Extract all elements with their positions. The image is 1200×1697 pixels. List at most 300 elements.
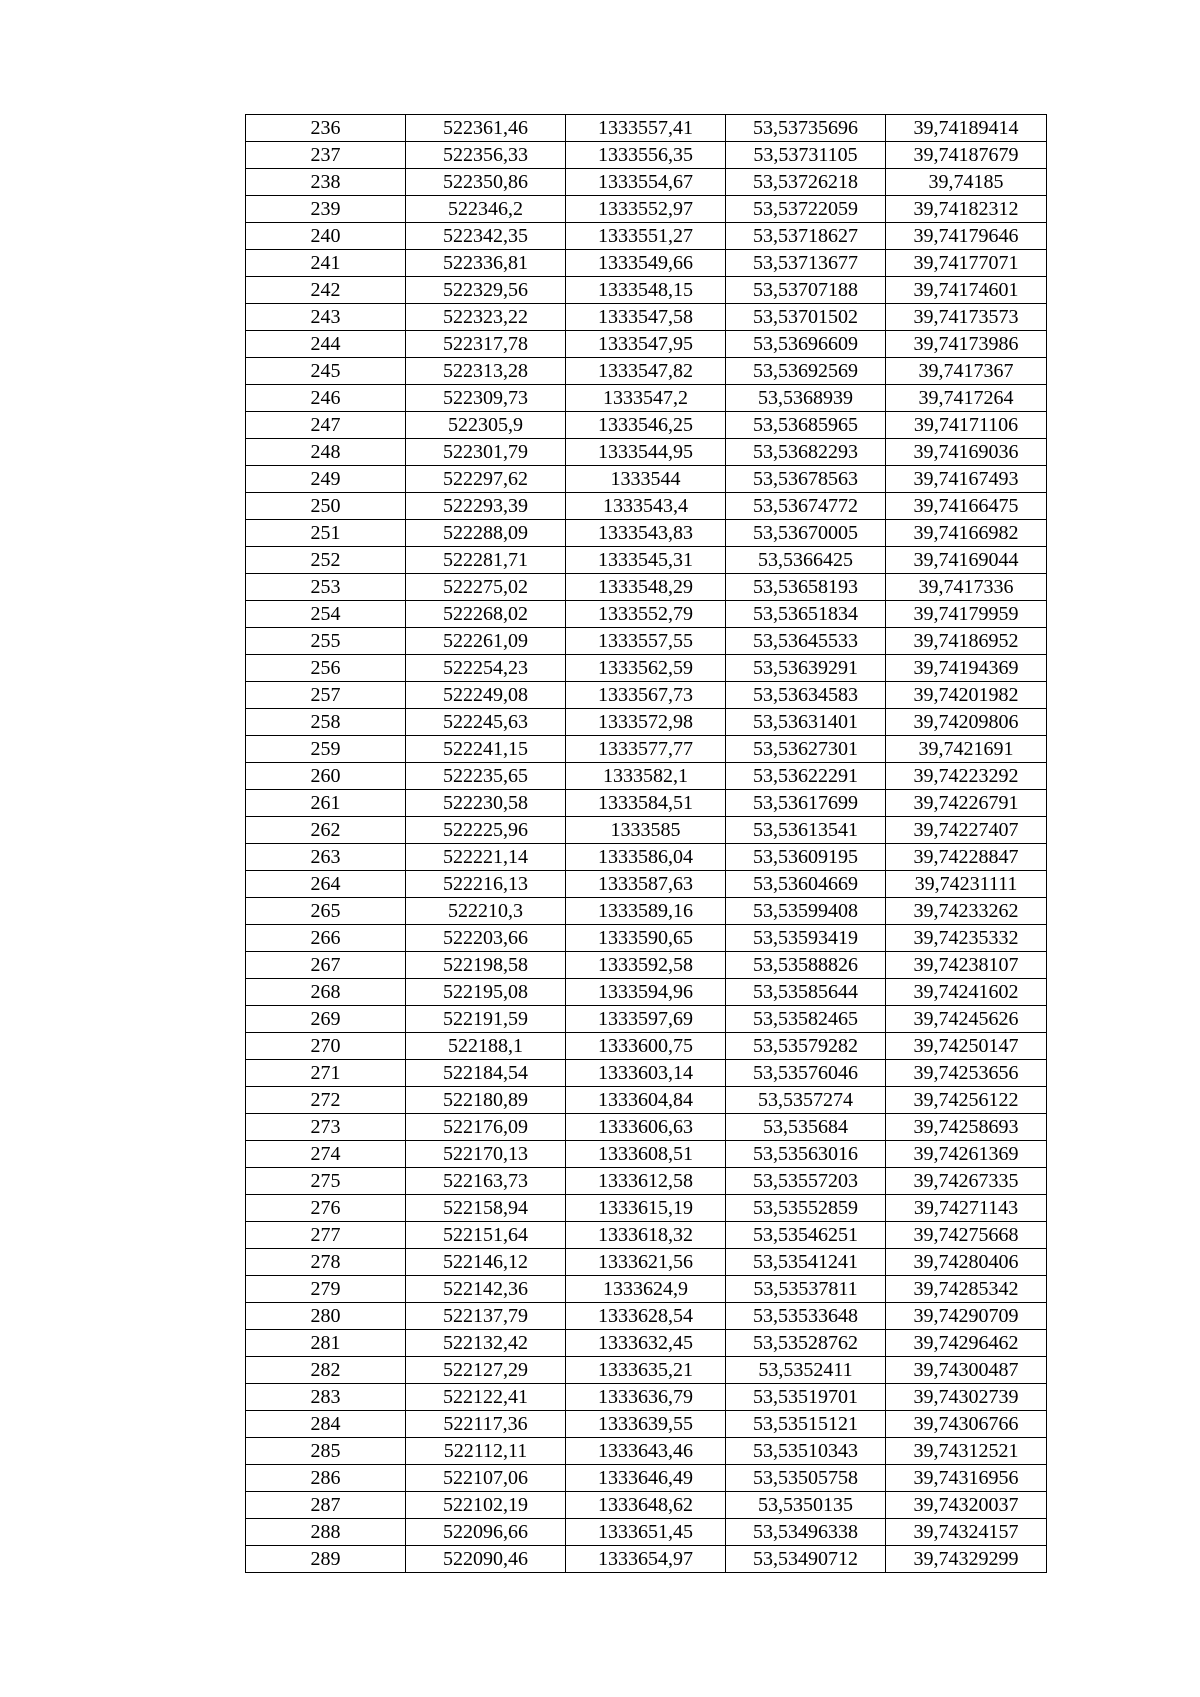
- point-number-cell: 263: [246, 844, 406, 871]
- latitude-cell: 53,5352411: [726, 1357, 886, 1384]
- longitude-cell: 39,74223292: [886, 763, 1047, 790]
- point-number-cell: 242: [246, 277, 406, 304]
- x-coordinate-cell: 522261,09: [406, 628, 566, 655]
- latitude-cell: 53,53519701: [726, 1384, 886, 1411]
- latitude-cell: 53,53541241: [726, 1249, 886, 1276]
- y-coordinate-cell: 1333651,45: [566, 1519, 726, 1546]
- latitude-cell: 53,53515121: [726, 1411, 886, 1438]
- x-coordinate-cell: 522275,02: [406, 574, 566, 601]
- table-row: [246, 1060, 1047, 1087]
- point-number-cell: 245: [246, 358, 406, 385]
- x-coordinate-cell: 522361,46: [406, 115, 566, 142]
- x-coordinate-cell: 522132,42: [406, 1330, 566, 1357]
- table-row: [246, 601, 1047, 628]
- latitude-cell: 53,53674772: [726, 493, 886, 520]
- longitude-cell: 39,7417336: [886, 574, 1047, 601]
- y-coordinate-cell: 1333562,59: [566, 655, 726, 682]
- y-coordinate-cell: 1333635,21: [566, 1357, 726, 1384]
- longitude-cell: 39,74174601: [886, 277, 1047, 304]
- y-coordinate-cell: 1333585: [566, 817, 726, 844]
- latitude-cell: 53,53627301: [726, 736, 886, 763]
- table-row: [246, 709, 1047, 736]
- point-number-cell: 268: [246, 979, 406, 1006]
- x-coordinate-cell: 522288,09: [406, 520, 566, 547]
- y-coordinate-cell: 1333556,35: [566, 142, 726, 169]
- table-row: [246, 1519, 1047, 1546]
- x-coordinate-cell: 522112,11: [406, 1438, 566, 1465]
- latitude-cell: 53,53505758: [726, 1465, 886, 1492]
- x-coordinate-cell: 522191,59: [406, 1006, 566, 1033]
- longitude-cell: 39,7417264: [886, 385, 1047, 412]
- point-number-cell: 254: [246, 601, 406, 628]
- longitude-cell: 39,74290709: [886, 1303, 1047, 1330]
- latitude-cell: 53,53731105: [726, 142, 886, 169]
- x-coordinate-cell: 522346,2: [406, 196, 566, 223]
- longitude-cell: 39,74209806: [886, 709, 1047, 736]
- y-coordinate-cell: 1333567,73: [566, 682, 726, 709]
- point-number-cell: 236: [246, 115, 406, 142]
- y-coordinate-cell: 1333606,63: [566, 1114, 726, 1141]
- point-number-cell: 237: [246, 142, 406, 169]
- x-coordinate-cell: 522317,78: [406, 331, 566, 358]
- latitude-cell: 53,53528762: [726, 1330, 886, 1357]
- x-coordinate-cell: 522249,08: [406, 682, 566, 709]
- longitude-cell: 39,74227407: [886, 817, 1047, 844]
- table-row: [246, 439, 1047, 466]
- table-row: [246, 763, 1047, 790]
- table-row: [246, 1006, 1047, 1033]
- table-row: [246, 1330, 1047, 1357]
- point-number-cell: 243: [246, 304, 406, 331]
- table-row: [246, 790, 1047, 817]
- longitude-cell: 39,74296462: [886, 1330, 1047, 1357]
- table-row: [246, 1465, 1047, 1492]
- point-number-cell: 248: [246, 439, 406, 466]
- coordinate-table-body: [246, 115, 1047, 1573]
- y-coordinate-cell: 1333586,04: [566, 844, 726, 871]
- x-coordinate-cell: 522090,46: [406, 1546, 566, 1573]
- y-coordinate-cell: 1333544: [566, 466, 726, 493]
- table-row: [246, 1033, 1047, 1060]
- latitude-cell: 53,53622291: [726, 763, 886, 790]
- table-row: [246, 682, 1047, 709]
- longitude-cell: 39,74235332: [886, 925, 1047, 952]
- point-number-cell: 277: [246, 1222, 406, 1249]
- y-coordinate-cell: 1333547,95: [566, 331, 726, 358]
- point-number-cell: 265: [246, 898, 406, 925]
- y-coordinate-cell: 1333554,67: [566, 169, 726, 196]
- longitude-cell: 39,74306766: [886, 1411, 1047, 1438]
- x-coordinate-cell: 522163,73: [406, 1168, 566, 1195]
- latitude-cell: 53,53537811: [726, 1276, 886, 1303]
- latitude-cell: 53,5368939: [726, 385, 886, 412]
- point-number-cell: 241: [246, 250, 406, 277]
- latitude-cell: 53,5350135: [726, 1492, 886, 1519]
- x-coordinate-cell: 522107,06: [406, 1465, 566, 1492]
- y-coordinate-cell: 1333545,31: [566, 547, 726, 574]
- longitude-cell: 39,74179959: [886, 601, 1047, 628]
- y-coordinate-cell: 1333632,45: [566, 1330, 726, 1357]
- table-row: [246, 1087, 1047, 1114]
- x-coordinate-cell: 522180,89: [406, 1087, 566, 1114]
- table-row: [246, 412, 1047, 439]
- point-number-cell: 274: [246, 1141, 406, 1168]
- x-coordinate-cell: 522195,08: [406, 979, 566, 1006]
- longitude-cell: 39,74238107: [886, 952, 1047, 979]
- latitude-cell: 53,53552859: [726, 1195, 886, 1222]
- point-number-cell: 272: [246, 1087, 406, 1114]
- table-row: [246, 1357, 1047, 1384]
- latitude-cell: 53,5366425: [726, 547, 886, 574]
- table-row: [246, 142, 1047, 169]
- x-coordinate-cell: 522297,62: [406, 466, 566, 493]
- y-coordinate-cell: 1333636,79: [566, 1384, 726, 1411]
- longitude-cell: 39,74253656: [886, 1060, 1047, 1087]
- x-coordinate-cell: 522184,54: [406, 1060, 566, 1087]
- latitude-cell: 53,53510343: [726, 1438, 886, 1465]
- longitude-cell: 39,74189414: [886, 115, 1047, 142]
- longitude-cell: 39,74169036: [886, 439, 1047, 466]
- x-coordinate-cell: 522127,29: [406, 1357, 566, 1384]
- y-coordinate-cell: 1333551,27: [566, 223, 726, 250]
- y-coordinate-cell: 1333547,58: [566, 304, 726, 331]
- table-row: [246, 1384, 1047, 1411]
- table-row: [246, 1276, 1047, 1303]
- x-coordinate-cell: 522176,09: [406, 1114, 566, 1141]
- table-row: [246, 736, 1047, 763]
- latitude-cell: 53,53576046: [726, 1060, 886, 1087]
- y-coordinate-cell: 1333572,98: [566, 709, 726, 736]
- latitude-cell: 53,5357274: [726, 1087, 886, 1114]
- latitude-cell: 53,53707188: [726, 277, 886, 304]
- y-coordinate-cell: 1333547,2: [566, 385, 726, 412]
- longitude-cell: 39,74167493: [886, 466, 1047, 493]
- longitude-cell: 39,74169044: [886, 547, 1047, 574]
- x-coordinate-cell: 522096,66: [406, 1519, 566, 1546]
- point-number-cell: 244: [246, 331, 406, 358]
- point-number-cell: 266: [246, 925, 406, 952]
- latitude-cell: 53,53713677: [726, 250, 886, 277]
- latitude-cell: 53,53651834: [726, 601, 886, 628]
- point-number-cell: 260: [246, 763, 406, 790]
- longitude-cell: 39,74171106: [886, 412, 1047, 439]
- x-coordinate-cell: 522254,23: [406, 655, 566, 682]
- table-row: [246, 115, 1047, 142]
- y-coordinate-cell: 1333594,96: [566, 979, 726, 1006]
- table-row: [246, 979, 1047, 1006]
- x-coordinate-cell: 522102,19: [406, 1492, 566, 1519]
- longitude-cell: 39,74245626: [886, 1006, 1047, 1033]
- table-row: [246, 1222, 1047, 1249]
- y-coordinate-cell: 1333548,29: [566, 574, 726, 601]
- table-row: [246, 844, 1047, 871]
- table-row: [246, 1546, 1047, 1573]
- latitude-cell: 53,53557203: [726, 1168, 886, 1195]
- x-coordinate-cell: 522122,41: [406, 1384, 566, 1411]
- y-coordinate-cell: 1333603,14: [566, 1060, 726, 1087]
- x-coordinate-cell: 522241,15: [406, 736, 566, 763]
- point-number-cell: 288: [246, 1519, 406, 1546]
- x-coordinate-cell: 522151,64: [406, 1222, 566, 1249]
- longitude-cell: 39,7421691: [886, 736, 1047, 763]
- point-number-cell: 283: [246, 1384, 406, 1411]
- table-row: [246, 925, 1047, 952]
- y-coordinate-cell: 1333590,65: [566, 925, 726, 952]
- latitude-cell: 53,535684: [726, 1114, 886, 1141]
- latitude-cell: 53,53722059: [726, 196, 886, 223]
- y-coordinate-cell: 1333597,69: [566, 1006, 726, 1033]
- coordinate-table: [245, 114, 1047, 1573]
- y-coordinate-cell: 1333643,46: [566, 1438, 726, 1465]
- y-coordinate-cell: 1333557,55: [566, 628, 726, 655]
- x-coordinate-cell: 522216,13: [406, 871, 566, 898]
- longitude-cell: 39,74166475: [886, 493, 1047, 520]
- longitude-cell: 39,74312521: [886, 1438, 1047, 1465]
- x-coordinate-cell: 522203,66: [406, 925, 566, 952]
- point-number-cell: 271: [246, 1060, 406, 1087]
- longitude-cell: 39,74324157: [886, 1519, 1047, 1546]
- x-coordinate-cell: 522146,12: [406, 1249, 566, 1276]
- latitude-cell: 53,53735696: [726, 115, 886, 142]
- latitude-cell: 53,53585644: [726, 979, 886, 1006]
- point-number-cell: 239: [246, 196, 406, 223]
- x-coordinate-cell: 522230,58: [406, 790, 566, 817]
- x-coordinate-cell: 522342,35: [406, 223, 566, 250]
- y-coordinate-cell: 1333639,55: [566, 1411, 726, 1438]
- x-coordinate-cell: 522142,36: [406, 1276, 566, 1303]
- longitude-cell: 39,74316956: [886, 1465, 1047, 1492]
- latitude-cell: 53,53634583: [726, 682, 886, 709]
- longitude-cell: 39,74258693: [886, 1114, 1047, 1141]
- longitude-cell: 39,74250147: [886, 1033, 1047, 1060]
- table-row: [246, 1141, 1047, 1168]
- point-number-cell: 282: [246, 1357, 406, 1384]
- point-number-cell: 261: [246, 790, 406, 817]
- longitude-cell: 39,74231111: [886, 871, 1047, 898]
- longitude-cell: 39,74261369: [886, 1141, 1047, 1168]
- latitude-cell: 53,53678563: [726, 466, 886, 493]
- longitude-cell: 39,74256122: [886, 1087, 1047, 1114]
- point-number-cell: 247: [246, 412, 406, 439]
- x-coordinate-cell: 522235,65: [406, 763, 566, 790]
- latitude-cell: 53,53546251: [726, 1222, 886, 1249]
- point-number-cell: 284: [246, 1411, 406, 1438]
- latitude-cell: 53,53696609: [726, 331, 886, 358]
- x-coordinate-cell: 522293,39: [406, 493, 566, 520]
- table-row: [246, 1195, 1047, 1222]
- x-coordinate-cell: 522281,71: [406, 547, 566, 574]
- longitude-cell: 39,74226791: [886, 790, 1047, 817]
- table-row: [246, 223, 1047, 250]
- y-coordinate-cell: 1333604,84: [566, 1087, 726, 1114]
- longitude-cell: 39,74275668: [886, 1222, 1047, 1249]
- table-row: [246, 169, 1047, 196]
- table-row: [246, 655, 1047, 682]
- latitude-cell: 53,53692569: [726, 358, 886, 385]
- latitude-cell: 53,53613541: [726, 817, 886, 844]
- y-coordinate-cell: 1333600,75: [566, 1033, 726, 1060]
- latitude-cell: 53,53631401: [726, 709, 886, 736]
- y-coordinate-cell: 1333592,58: [566, 952, 726, 979]
- point-number-cell: 258: [246, 709, 406, 736]
- latitude-cell: 53,53639291: [726, 655, 886, 682]
- point-number-cell: 238: [246, 169, 406, 196]
- y-coordinate-cell: 1333544,95: [566, 439, 726, 466]
- table-row: [246, 1168, 1047, 1195]
- point-number-cell: 278: [246, 1249, 406, 1276]
- y-coordinate-cell: 1333549,66: [566, 250, 726, 277]
- point-number-cell: 255: [246, 628, 406, 655]
- table-row: [246, 466, 1047, 493]
- longitude-cell: 39,74173986: [886, 331, 1047, 358]
- latitude-cell: 53,53604669: [726, 871, 886, 898]
- y-coordinate-cell: 1333648,62: [566, 1492, 726, 1519]
- longitude-cell: 39,74185: [886, 169, 1047, 196]
- longitude-cell: 39,74285342: [886, 1276, 1047, 1303]
- point-number-cell: 289: [246, 1546, 406, 1573]
- point-number-cell: 256: [246, 655, 406, 682]
- point-number-cell: 264: [246, 871, 406, 898]
- point-number-cell: 273: [246, 1114, 406, 1141]
- latitude-cell: 53,53701502: [726, 304, 886, 331]
- longitude-cell: 39,74228847: [886, 844, 1047, 871]
- table-row: [246, 493, 1047, 520]
- point-number-cell: 280: [246, 1303, 406, 1330]
- longitude-cell: 39,74166982: [886, 520, 1047, 547]
- x-coordinate-cell: 522313,28: [406, 358, 566, 385]
- point-number-cell: 275: [246, 1168, 406, 1195]
- table-row: [246, 574, 1047, 601]
- table-row: [246, 1438, 1047, 1465]
- y-coordinate-cell: 1333612,58: [566, 1168, 726, 1195]
- point-number-cell: 279: [246, 1276, 406, 1303]
- x-coordinate-cell: 522301,79: [406, 439, 566, 466]
- y-coordinate-cell: 1333552,97: [566, 196, 726, 223]
- x-coordinate-cell: 522198,58: [406, 952, 566, 979]
- table-row: [246, 250, 1047, 277]
- x-coordinate-cell: 522268,02: [406, 601, 566, 628]
- y-coordinate-cell: 1333654,97: [566, 1546, 726, 1573]
- x-coordinate-cell: 522117,36: [406, 1411, 566, 1438]
- x-coordinate-cell: 522188,1: [406, 1033, 566, 1060]
- point-number-cell: 259: [246, 736, 406, 763]
- x-coordinate-cell: 522336,81: [406, 250, 566, 277]
- point-number-cell: 287: [246, 1492, 406, 1519]
- longitude-cell: 39,7417367: [886, 358, 1047, 385]
- latitude-cell: 53,53599408: [726, 898, 886, 925]
- y-coordinate-cell: 1333543,83: [566, 520, 726, 547]
- x-coordinate-cell: 522225,96: [406, 817, 566, 844]
- longitude-cell: 39,74280406: [886, 1249, 1047, 1276]
- longitude-cell: 39,74177071: [886, 250, 1047, 277]
- table-row: [246, 817, 1047, 844]
- y-coordinate-cell: 1333584,51: [566, 790, 726, 817]
- x-coordinate-cell: 522356,33: [406, 142, 566, 169]
- latitude-cell: 53,53718627: [726, 223, 886, 250]
- x-coordinate-cell: 522210,3: [406, 898, 566, 925]
- point-number-cell: 250: [246, 493, 406, 520]
- point-number-cell: 281: [246, 1330, 406, 1357]
- latitude-cell: 53,53670005: [726, 520, 886, 547]
- table-row: [246, 1492, 1047, 1519]
- x-coordinate-cell: 522137,79: [406, 1303, 566, 1330]
- x-coordinate-cell: 522323,22: [406, 304, 566, 331]
- longitude-cell: 39,74186952: [886, 628, 1047, 655]
- latitude-cell: 53,53593419: [726, 925, 886, 952]
- longitude-cell: 39,74182312: [886, 196, 1047, 223]
- point-number-cell: 251: [246, 520, 406, 547]
- table-row: [246, 1411, 1047, 1438]
- y-coordinate-cell: 1333618,32: [566, 1222, 726, 1249]
- latitude-cell: 53,53685965: [726, 412, 886, 439]
- longitude-cell: 39,74300487: [886, 1357, 1047, 1384]
- x-coordinate-cell: 522245,63: [406, 709, 566, 736]
- table-row: [246, 1249, 1047, 1276]
- y-coordinate-cell: 1333628,54: [566, 1303, 726, 1330]
- point-number-cell: 262: [246, 817, 406, 844]
- table-row: [246, 385, 1047, 412]
- point-number-cell: 246: [246, 385, 406, 412]
- table-row: [246, 547, 1047, 574]
- latitude-cell: 53,53588826: [726, 952, 886, 979]
- longitude-cell: 39,74194369: [886, 655, 1047, 682]
- x-coordinate-cell: 522158,94: [406, 1195, 566, 1222]
- table-row: [246, 952, 1047, 979]
- table-row: [246, 1114, 1047, 1141]
- table-row: [246, 277, 1047, 304]
- longitude-cell: 39,74320037: [886, 1492, 1047, 1519]
- latitude-cell: 53,53609195: [726, 844, 886, 871]
- y-coordinate-cell: 1333624,9: [566, 1276, 726, 1303]
- x-coordinate-cell: 522305,9: [406, 412, 566, 439]
- longitude-cell: 39,74329299: [886, 1546, 1047, 1573]
- y-coordinate-cell: 1333646,49: [566, 1465, 726, 1492]
- x-coordinate-cell: 522170,13: [406, 1141, 566, 1168]
- latitude-cell: 53,53682293: [726, 439, 886, 466]
- latitude-cell: 53,53563016: [726, 1141, 886, 1168]
- point-number-cell: 252: [246, 547, 406, 574]
- longitude-cell: 39,74187679: [886, 142, 1047, 169]
- y-coordinate-cell: 1333587,63: [566, 871, 726, 898]
- latitude-cell: 53,53533648: [726, 1303, 886, 1330]
- table-row: [246, 898, 1047, 925]
- longitude-cell: 39,74173573: [886, 304, 1047, 331]
- point-number-cell: 285: [246, 1438, 406, 1465]
- longitude-cell: 39,74302739: [886, 1384, 1047, 1411]
- point-number-cell: 270: [246, 1033, 406, 1060]
- y-coordinate-cell: 1333608,51: [566, 1141, 726, 1168]
- longitude-cell: 39,74201982: [886, 682, 1047, 709]
- x-coordinate-cell: 522350,86: [406, 169, 566, 196]
- y-coordinate-cell: 1333543,4: [566, 493, 726, 520]
- table-row: [246, 304, 1047, 331]
- point-number-cell: 257: [246, 682, 406, 709]
- point-number-cell: 286: [246, 1465, 406, 1492]
- latitude-cell: 53,53582465: [726, 1006, 886, 1033]
- y-coordinate-cell: 1333552,79: [566, 601, 726, 628]
- latitude-cell: 53,53579282: [726, 1033, 886, 1060]
- longitude-cell: 39,74271143: [886, 1195, 1047, 1222]
- point-number-cell: 276: [246, 1195, 406, 1222]
- point-number-cell: 249: [246, 466, 406, 493]
- table-row: [246, 628, 1047, 655]
- table-row: [246, 331, 1047, 358]
- x-coordinate-cell: 522309,73: [406, 385, 566, 412]
- latitude-cell: 53,53496338: [726, 1519, 886, 1546]
- x-coordinate-cell: 522221,14: [406, 844, 566, 871]
- y-coordinate-cell: 1333615,19: [566, 1195, 726, 1222]
- table-row: [246, 520, 1047, 547]
